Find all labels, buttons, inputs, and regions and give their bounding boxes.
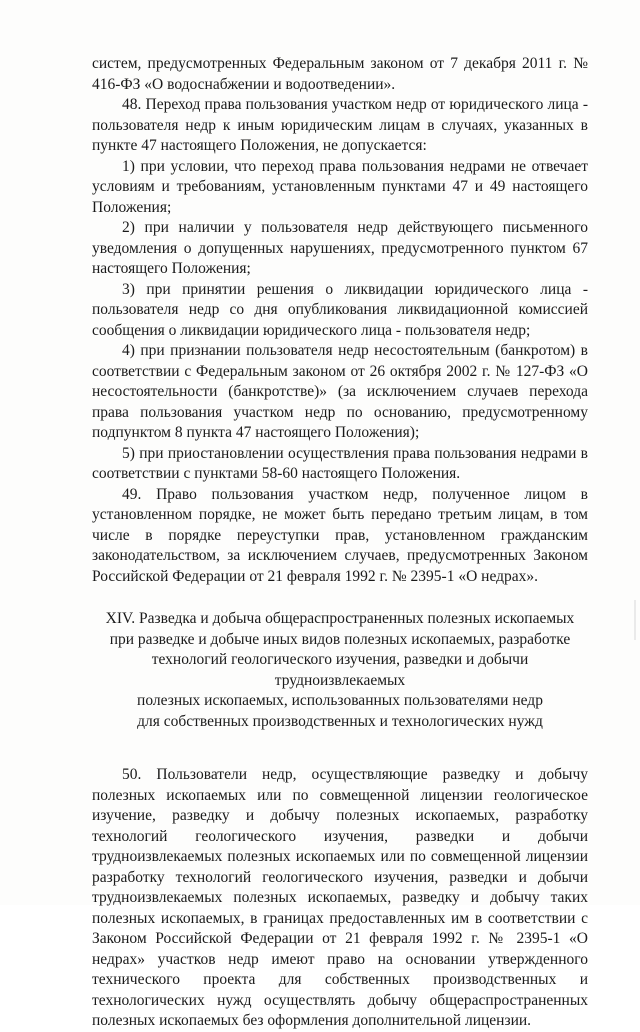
- section-heading-line: полезных ископаемых, использованных пользователями недр: [137, 692, 543, 709]
- list-item-5: 5) при приостановлении осуществления права пользования недрами в соответствии с пунктами 58-60 настоящего Положения.: [92, 444, 588, 482]
- section-heading-line: XIV. Разведка и добыча общераспространенных полезных ископаемых: [105, 610, 575, 627]
- section-heading-line: для собственных производственных и технологических нужд: [137, 712, 543, 730]
- paragraph-50: 50. Пользователи недр, осуществляющие разведку и добычу полезных ископаемых или по совмещенной лицензии геологическое изучение, разведку и добычу полезных ископаемых, разработку технологий геологического изучения, разведки и добычи трудноизвлекаемых полезных ископаемых или по совмещенной лицензии разработку технологий геологического изучения, разведки и добычи трудноизвлекаемых полезных ископаемых, разведку и добычу таких полезных ископаемых, в границах предоставленных им в соответствии с Законом Российской Федерации от 21 февраля 1992 г. № 2395-1 «О недрах» участков недр имеют право на основании утвержденного технического проекта для собственных производственных и технологических нужд осуществлять добычу общераспространенных полезных ископаемых без оформления дополнительной лицензии.: [92, 766, 588, 1029]
- section-heading-line: технологий геологического изучения, разведки и добычи трудноизвлекаемых: [151, 651, 529, 689]
- section-heading: [92, 609, 588, 732]
- list-item-3: 3) при принятии решения о ликвидации юридического лица - пользователя недр со дня опубликования ликвидационной комиссией сообщения о ликвидации юридического лица - пользователя недр;: [92, 280, 588, 339]
- list-item-2: 2) при наличии у пользователя недр действующего письменного уведомления о допущенных нарушениях, предусмотренного пунктом 67 настоящего Положения;: [92, 219, 588, 277]
- paragraph-48: 48. Переход права пользования участком недр от юридического лица - пользователя недр к иным юридическим лицам в случаях, указанных в пункте 47 настоящего Положения, не допускается:: [92, 96, 588, 154]
- scan-edge-mark: [634, 600, 636, 640]
- paragraph-49: 49. Право пользования участком недр, полученное лицом в установленном порядке, не может быть передано третьим лицам, в том числе в порядке переуступки прав, установленном гражданским законодательством, за исключением случаев, предусмотренных Законом Российской Федерации от 21 февраля 1992 г. № 2395-1 «О недрах».: [92, 485, 588, 585]
- document-body: [92, 54, 588, 1032]
- list-item-1: 1) при условии, что переход права пользования недрами не отвечает условиям и требованиям, установленным пунктами 47 и 49 настоящего Положения;: [92, 157, 588, 216]
- list-item-4: 4) при признании пользователя недр несостоятельным (банкротом) в соответствии с Федеральным законом от 26 октября 2002 г. № 127-ФЗ «О несостоятельности (банкротстве)» (за исключением случаев перехода права пользования участком недр по основанию, предусмотренному подпунктом 8 пункта 47 настоящего Положения);: [92, 342, 588, 441]
- paragraph-continuation: систем, предусмотренных Федеральным законом от 7 декабря 2011 г. № 416-ФЗ «О водоснабжении и водоотведении».: [92, 55, 588, 93]
- section-heading-line: при разведке и добыче иных видов полезных ископаемых, разработке: [109, 630, 571, 648]
